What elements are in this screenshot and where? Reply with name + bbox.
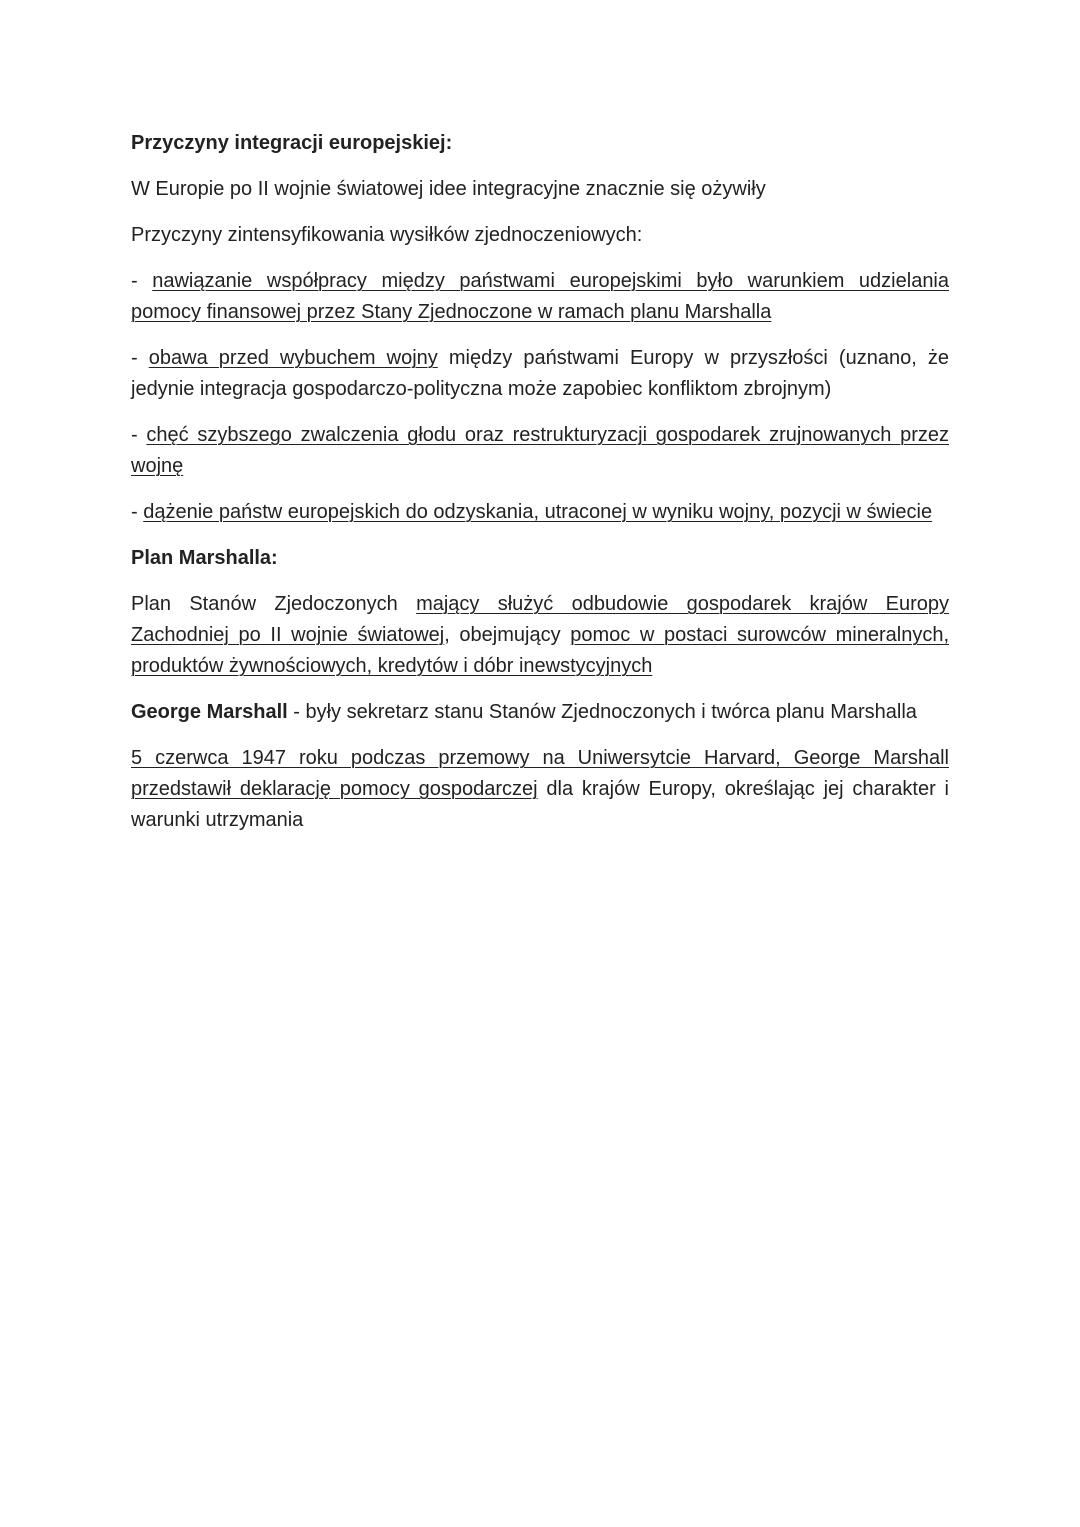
cause-item-4	[131, 497, 949, 528]
plan-underlined-purpose: mający służyć odbudowie gospodarek krajów Europy Zachodniej po II wojnie światowej	[131, 593, 949, 646]
cause-item-1	[131, 266, 949, 328]
marshall-paragraph	[131, 697, 949, 728]
speech-rest-text: dla krajów Europy, określając jej charakter i warunki utrzymania	[131, 778, 949, 831]
cause-dash: -	[131, 501, 144, 523]
document-page	[131, 128, 949, 851]
causes-label: Przyczyny zintensyfikowania wysiłków zjednoczeniowych:	[131, 224, 643, 246]
cause-dash: -	[131, 424, 147, 446]
marshall-name: George Marshall	[131, 701, 288, 723]
cause-underlined-text: obawa przed wybuchem wojny	[148, 347, 438, 369]
cause-underlined-text: nawiązanie współpracy między państwami europejskimi było warunkiem udzielania pomocy finansowej przez Stany Zjednoczone w ramach planu Marshalla	[131, 270, 950, 323]
cause-item-2	[131, 343, 949, 405]
cause-rest-text: między państwami Europy w przyszłości (uznano, że jedynie integracja gospodarczo-polityczna może zapobiec konfliktom zbrojnym)	[131, 347, 949, 400]
cause-underlined-text: dążenie państw europejskich do odzyskania, utraconej w wyniku wojny, pozycji w świecie	[143, 501, 933, 523]
heading-plan: Plan Marshalla:	[131, 547, 278, 569]
cause-dash: -	[131, 347, 149, 369]
speech-paragraph	[131, 743, 949, 836]
plan-paragraph	[131, 589, 949, 682]
speech-underlined-text: 5 czerwca 1947 roku podczas przemowy na Uniwersytcie Harvard, George Marshall przedstawił deklarację pomocy gospodarczej	[131, 747, 949, 800]
plan-text-part1: Plan Stanów Zjedoczonych	[131, 593, 417, 615]
cause-item-3	[131, 420, 949, 482]
plan-text-part2: , obejmujący	[444, 624, 571, 646]
cause-dash: -	[131, 270, 153, 292]
plan-underlined-aid: pomoc w postaci surowców mineralnych, produktów żywnościowych, kredytów i dóbr inewstycyjnych	[131, 624, 949, 677]
cause-underlined-text: chęć szybszego zwalczenia głodu oraz restrukturyzacji gospodarek zrujnowanych przez wojnę	[131, 424, 950, 477]
heading-causes: Przyczyny integracji europejskiej:	[131, 132, 453, 154]
marshall-description: - były sekretarz stanu Stanów Zjednoczonych i twórca planu Marshalla	[287, 701, 917, 723]
intro-line: W Europie po II wojnie światowej idee integracyjne znacznie się ożywiły	[131, 178, 766, 200]
